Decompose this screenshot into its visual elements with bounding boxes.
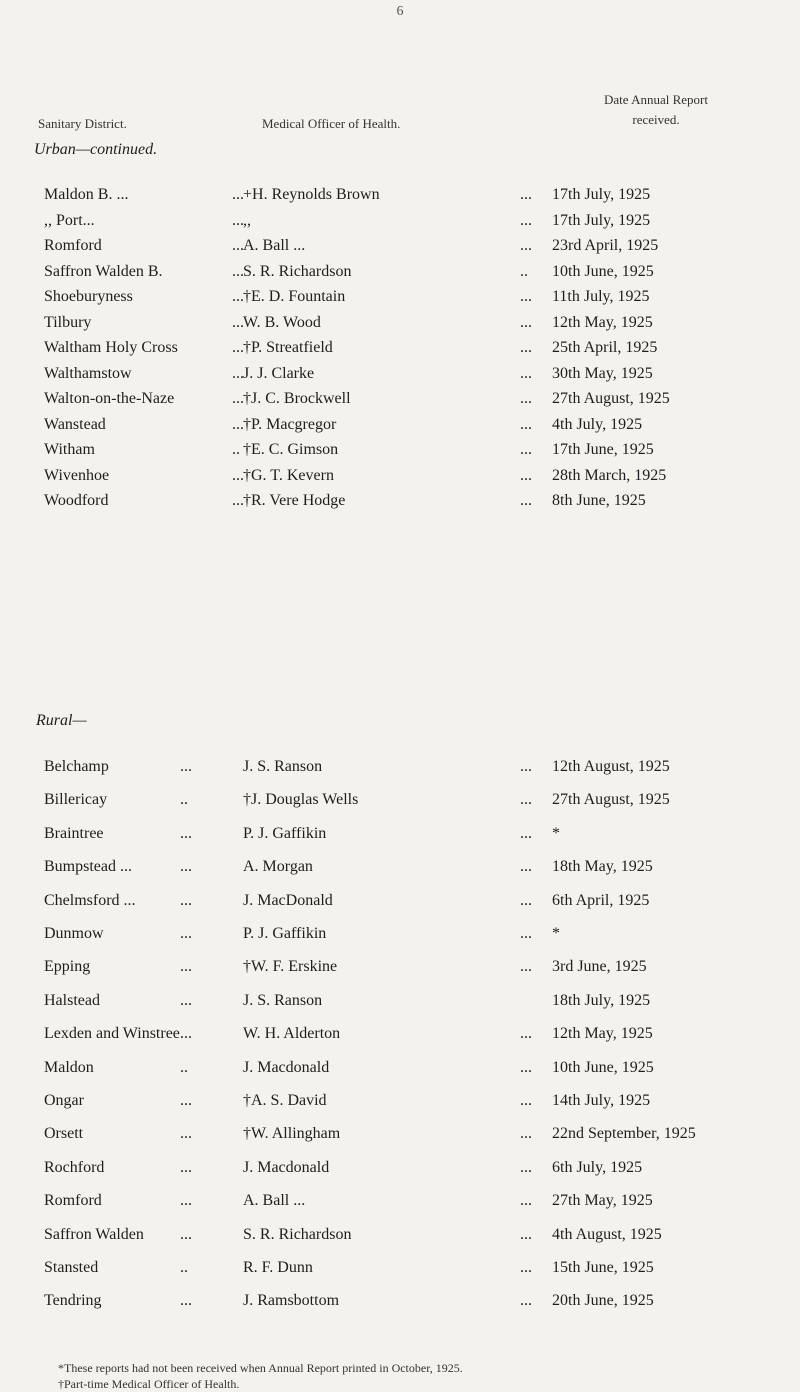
date-cell: 8th June, 1925 — [552, 492, 646, 509]
leader-dots: ... — [520, 313, 532, 331]
footnote-part-time: †Part-time Medical Officer of Health. — [58, 1377, 240, 1391]
date-cell: 10th June, 1925 — [552, 262, 654, 280]
table-row — [0, 339, 800, 365]
leader-dots: ... — [520, 824, 532, 842]
date-cell: 18th May, 1925 — [552, 858, 653, 876]
officer-cell: R. F. Dunn — [243, 1259, 313, 1276]
table-row — [0, 390, 800, 416]
leader-dots: .. — [180, 791, 188, 809]
table-row — [0, 1259, 800, 1285]
date-cell: 12th May, 1925 — [552, 1025, 653, 1043]
table-row — [0, 1159, 800, 1185]
officer-cell: S. R. Richardson — [243, 1225, 352, 1243]
officer-cell: †G. T. Kevern — [243, 466, 334, 484]
table-row — [0, 825, 800, 851]
leader-dots: ... — [520, 1092, 532, 1109]
leader-dots: ... — [180, 858, 192, 876]
district-cell: Chelmsford ... — [44, 891, 136, 909]
district-cell: Billericay — [44, 791, 108, 809]
leader-dots: ... — [180, 824, 192, 842]
leader-dots: ... — [180, 991, 192, 1009]
leader-dots: ... — [520, 1058, 532, 1076]
column-header-date-line2: received. — [632, 112, 680, 127]
table-row — [0, 492, 800, 518]
date-cell: 4th August, 1925 — [552, 1225, 662, 1243]
leader-dots: ... — [520, 339, 532, 356]
district-cell: Ongar — [44, 1092, 84, 1109]
date-cell: 27th August, 1925 — [552, 390, 670, 407]
leader-dots: ... — [180, 1158, 192, 1176]
date-cell: * — [552, 824, 560, 842]
date-cell: 27th August, 1925 — [552, 791, 670, 809]
leader-dots: ... — [520, 492, 532, 509]
table-row — [0, 1025, 800, 1051]
leader-dots: ... — [520, 1292, 532, 1310]
footnote-not-received: *These reports had not been received when Annual Report printed in October, 1925. — [58, 1361, 463, 1375]
district-cell: Rochford — [44, 1158, 105, 1176]
table-row — [0, 263, 800, 289]
officer-cell: J. S. Ranson — [243, 758, 323, 775]
date-cell: 17th June, 1925 — [552, 441, 654, 458]
leader-dots: ... — [520, 858, 532, 876]
district-cell: Saffron Walden B. — [44, 262, 163, 280]
district-cell: Wivenhoe — [44, 466, 110, 484]
leader-dots: ... — [180, 891, 192, 909]
officer-cell: J. J. Clarke — [243, 364, 315, 382]
date-cell: 22nd September, 1925 — [552, 1125, 696, 1143]
table-row — [0, 892, 800, 918]
officer-cell: P. J. Gaffikin — [243, 824, 327, 842]
leader-dots: ... — [232, 313, 244, 331]
district-cell: Epping — [44, 958, 91, 976]
leader-dots: .. — [180, 1259, 188, 1276]
district-cell: Tendring — [44, 1292, 102, 1310]
section-title-urban: Urban—continued. — [34, 141, 158, 158]
district-cell: Wanstead — [44, 415, 106, 433]
leader-dots: .. — [520, 262, 528, 280]
leader-dots: ... — [520, 1225, 532, 1243]
date-cell: 20th June, 1925 — [552, 1292, 654, 1310]
date-cell: 25th April, 1925 — [552, 339, 658, 356]
leader-dots: ... — [520, 186, 532, 203]
leader-dots: ... — [520, 211, 532, 229]
date-cell: 30th May, 1925 — [552, 364, 653, 382]
leader-dots: ... — [180, 1225, 192, 1243]
leader-dots: .. — [232, 441, 240, 458]
officer-cell: J. Ramsbottom — [243, 1292, 340, 1310]
district-cell: Bumpstead ... — [44, 858, 132, 876]
leader-dots: ... — [520, 758, 532, 775]
date-cell: 6th July, 1925 — [552, 1158, 643, 1176]
column-header-officer: Medical Officer of Health. — [262, 116, 401, 131]
table-row — [0, 467, 800, 493]
date-cell: 14th July, 1925 — [552, 1092, 651, 1109]
leader-dots: ... — [180, 1125, 192, 1143]
officer-cell: W. H. Alderton — [243, 1025, 341, 1043]
officer-cell: †P. Macgregor — [243, 415, 337, 433]
officer-cell: J. MacDonald — [243, 891, 333, 909]
leader-dots: ... — [520, 1158, 532, 1176]
leader-dots: ... — [520, 237, 532, 254]
district-cell: Maldon B. ... — [44, 186, 129, 203]
date-cell: 23rd April, 1925 — [552, 237, 659, 254]
district-cell: Stansted — [44, 1259, 99, 1276]
date-cell: 3rd June, 1925 — [552, 958, 647, 976]
date-cell: 4th July, 1925 — [552, 415, 643, 433]
district-cell: Belchamp — [44, 758, 109, 775]
district-cell: Romford — [44, 237, 102, 254]
officer-cell: †P. Streatfield — [243, 339, 333, 356]
section-title-rural: Rural— — [36, 712, 87, 729]
officer-cell: J. Macdonald — [243, 1158, 330, 1176]
leader-dots: ... — [232, 339, 244, 356]
officer-cell: †J. Douglas Wells — [243, 791, 359, 809]
leader-dots: ... — [232, 211, 244, 229]
date-cell: 12th August, 1925 — [552, 758, 670, 775]
officer-cell: †W. F. Erskine — [243, 958, 338, 976]
leader-dots: ... — [520, 791, 532, 809]
district-cell: ,, Port... — [44, 211, 95, 229]
district-cell: Walthamstow — [44, 364, 132, 382]
leader-dots: .. — [180, 1058, 188, 1076]
table-row — [0, 416, 800, 442]
date-cell: 12th May, 1925 — [552, 313, 653, 331]
date-cell: 11th July, 1925 — [552, 288, 650, 305]
officer-cell: †J. C. Brockwell — [243, 390, 351, 407]
leader-dots: ... — [180, 1292, 192, 1310]
district-cell: Braintree — [44, 824, 104, 842]
officer-cell: J. Macdonald — [243, 1058, 330, 1076]
table-row — [0, 237, 800, 263]
table-row — [0, 212, 800, 238]
table-row — [0, 314, 800, 340]
date-cell: 10th June, 1925 — [552, 1058, 654, 1076]
table-row — [0, 1092, 800, 1118]
leader-dots: ... — [520, 1025, 532, 1043]
officer-cell: †R. Vere Hodge — [243, 492, 346, 509]
officer-cell: A. Morgan — [243, 858, 313, 876]
leader-dots: ... — [520, 891, 532, 909]
table-row — [0, 1125, 800, 1151]
column-header-date-line1: Date Annual Report — [604, 92, 708, 107]
column-header-district: Sanitary District. — [38, 116, 127, 131]
table-row — [0, 791, 800, 817]
leader-dots: ... — [232, 415, 244, 433]
date-cell: * — [552, 925, 560, 942]
district-cell: Dunmow — [44, 925, 104, 942]
district-cell: Tilbury — [44, 313, 92, 331]
district-cell: Waltham Holy Cross — [44, 339, 178, 356]
leader-dots: ... — [232, 466, 244, 484]
leader-dots: ... — [520, 1125, 532, 1143]
leader-dots: ... — [520, 1192, 532, 1210]
table-row — [0, 958, 800, 984]
leader-dots: ... — [180, 925, 192, 942]
table-row — [0, 992, 800, 1018]
officer-cell: ,, — [243, 211, 251, 229]
leader-dots: ... — [520, 288, 532, 305]
officer-cell: †W. Allingham — [243, 1125, 341, 1143]
officer-cell: W. B. Wood — [243, 313, 321, 331]
district-cell: Walton-on-the-Naze — [44, 390, 175, 407]
officer-cell: A. Ball ... — [243, 1192, 306, 1210]
date-cell: 28th March, 1925 — [552, 466, 667, 484]
district-cell: Woodford — [44, 492, 109, 509]
leader-dots: ... — [232, 262, 244, 280]
district-cell: Halstead — [44, 991, 100, 1009]
page-number: 6 — [396, 4, 404, 19]
footnotes — [58, 1360, 463, 1392]
leader-dots: ... — [520, 958, 532, 976]
district-cell: Romford — [44, 1192, 102, 1210]
leader-dots: ... — [232, 288, 244, 305]
date-cell: 18th July, 1925 — [552, 991, 651, 1009]
officer-cell: †A. S. David — [243, 1092, 327, 1109]
date-cell: 6th April, 1925 — [552, 891, 650, 909]
leader-dots: ... — [232, 364, 244, 382]
date-cell: 17th July, 1925 — [552, 211, 651, 229]
officer-cell: J. S. Ranson — [243, 991, 323, 1009]
leader-dots: ... — [232, 237, 244, 254]
date-cell: 17th July, 1925 — [552, 186, 651, 203]
district-cell: Maldon — [44, 1058, 94, 1076]
table-row — [0, 1226, 800, 1252]
officer-cell: P. J. Gaffikin — [243, 925, 327, 942]
district-cell: Saffron Walden — [44, 1225, 144, 1243]
leader-dots: ... — [180, 1025, 192, 1043]
date-cell: 15th June, 1925 — [552, 1259, 654, 1276]
table-row — [0, 1059, 800, 1085]
table-row — [0, 441, 800, 467]
table-row — [0, 925, 800, 951]
leader-dots: ... — [520, 390, 532, 407]
column-header-date — [556, 90, 756, 130]
table-row — [0, 1192, 800, 1218]
leader-dots: ... — [520, 415, 532, 433]
officer-cell: A. Ball ... — [243, 237, 306, 254]
leader-dots: ... — [232, 186, 244, 203]
table-row — [0, 1292, 800, 1318]
table-row — [0, 858, 800, 884]
table-row — [0, 288, 800, 314]
officer-cell: +H. Reynolds Brown — [243, 186, 380, 203]
leader-dots: ... — [232, 390, 244, 407]
leader-dots: ... — [520, 1259, 532, 1276]
district-cell: Lexden and Winstree — [44, 1025, 180, 1043]
table-row — [0, 365, 800, 391]
leader-dots: ... — [520, 466, 532, 484]
district-cell: Orsett — [44, 1125, 84, 1143]
leader-dots: ... — [232, 492, 244, 509]
district-cell: Shoeburyness — [44, 288, 133, 305]
leader-dots: ... — [520, 441, 532, 458]
district-cell: Witham — [44, 441, 95, 458]
date-cell: 27th May, 1925 — [552, 1192, 653, 1210]
officer-cell: †E. D. Fountain — [243, 288, 346, 305]
leader-dots: ... — [520, 364, 532, 382]
table-row — [0, 186, 800, 212]
leader-dots: ... — [180, 1092, 192, 1109]
leader-dots: ... — [180, 758, 192, 775]
leader-dots: ... — [180, 958, 192, 976]
officer-cell: †E. C. Gimson — [243, 441, 339, 458]
leader-dots: ... — [180, 1192, 192, 1210]
table-row — [0, 758, 800, 784]
leader-dots: ... — [520, 925, 532, 942]
officer-cell: S. R. Richardson — [243, 262, 352, 280]
